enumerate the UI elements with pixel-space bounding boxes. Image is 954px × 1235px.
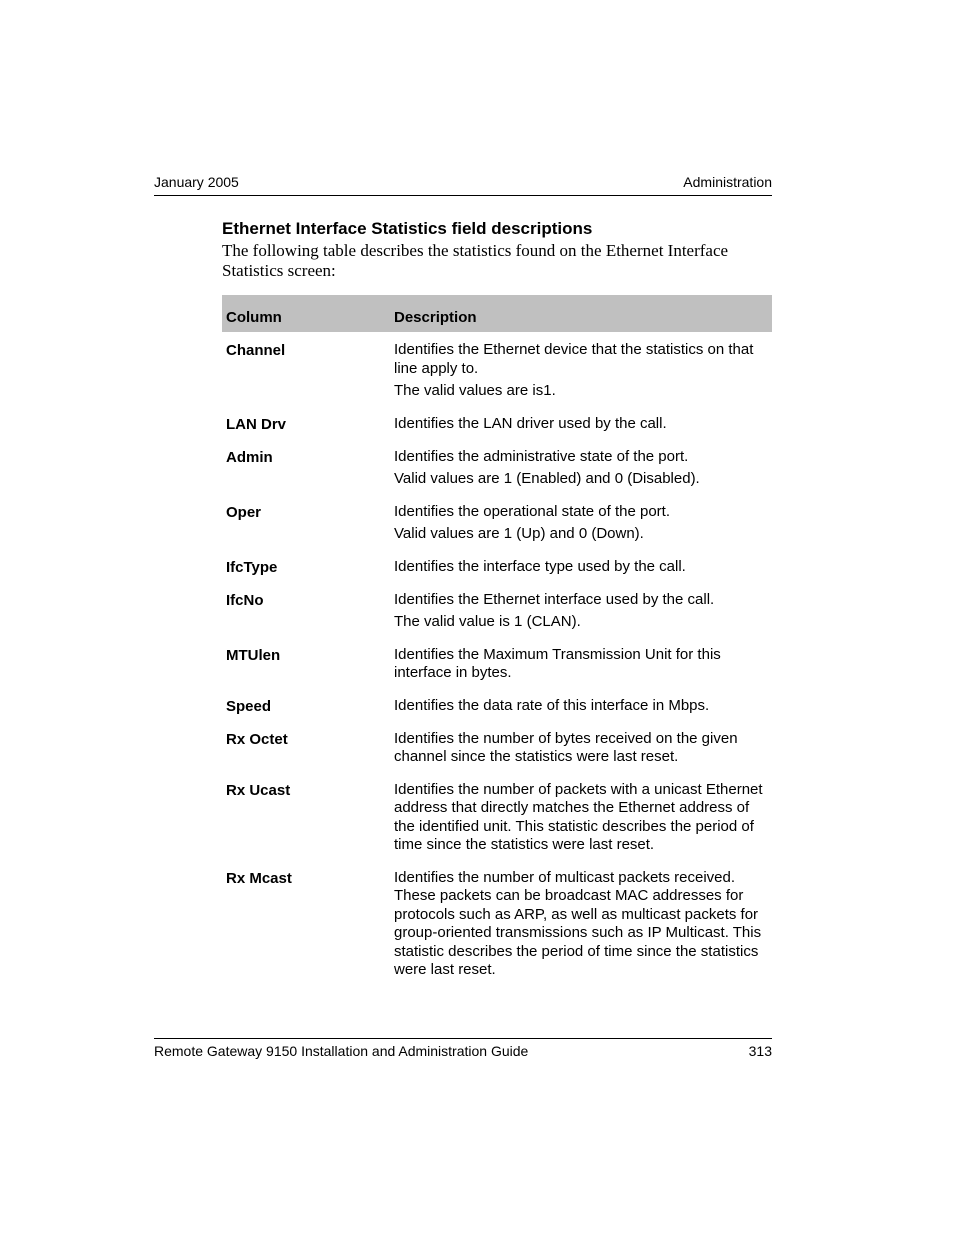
- table-row: [222, 503, 772, 544]
- table-row: [222, 730, 772, 767]
- description-paragraph: The valid value is 1 (CLAN).: [394, 613, 581, 630]
- field-description: [394, 341, 770, 401]
- field-description: [394, 697, 770, 716]
- field-name: Rx Ucast: [226, 781, 291, 799]
- field-name: Oper: [226, 503, 262, 521]
- header-date: January 2005: [154, 174, 239, 190]
- table-row: [222, 591, 772, 632]
- description-paragraph: Identifies the Ethernet interface used by the call.: [394, 590, 715, 608]
- table-row: [222, 448, 772, 489]
- field-description: [394, 503, 770, 544]
- field-name: IfcType: [226, 558, 278, 576]
- description-paragraph: Identifies the Ethernet device that the statistics on that line apply to.: [394, 341, 754, 377]
- table-row: [222, 341, 772, 401]
- page-number: 313: [748, 1043, 772, 1059]
- table-row: [222, 869, 772, 980]
- table-row: [222, 781, 772, 855]
- description-paragraph: Identifies the LAN driver used by the call.: [394, 414, 667, 432]
- field-description: [394, 869, 770, 980]
- field-name: Speed: [226, 697, 272, 715]
- table-row: [222, 697, 772, 716]
- field-description: [394, 646, 770, 683]
- intro-paragraph: The following table describes the statistics found on the Ethernet Interface Statistics screen:: [222, 241, 729, 280]
- description-paragraph: Identifies the data rate of this interface in Mbps.: [394, 696, 710, 714]
- description-paragraph: Identifies the administrative state of the port.: [394, 447, 689, 465]
- field-name: Channel: [226, 342, 286, 359]
- column-header: Column: [226, 309, 282, 326]
- field-name: Admin: [226, 448, 273, 466]
- description-paragraph: Valid values are 1 (Enabled) and 0 (Disabled).: [394, 470, 700, 487]
- description-paragraph: Identifies the Maximum Transmission Unit for this interface in bytes.: [394, 645, 721, 681]
- section-title: Ethernet Interface Statistics field descriptions: [222, 219, 593, 238]
- header-section: Administration: [683, 174, 772, 190]
- statistics-table: [222, 295, 772, 994]
- description-paragraph: The valid values are is1.: [394, 382, 556, 399]
- table-row: [222, 415, 772, 434]
- field-description: [394, 730, 770, 767]
- field-description: [394, 591, 770, 632]
- description-paragraph: Identifies the number of multicast packets received. These packets can be broadcast MAC addresses for protocols such as ARP, as well as multicast packets for group-oriented transmissions such as IP Multicast. This statistic describes the period of time since the statistics were last reset.: [394, 868, 762, 978]
- field-description: [394, 558, 770, 577]
- field-name: Rx Octet: [226, 730, 288, 748]
- field-name: MTUlen: [226, 646, 281, 664]
- table-header: [222, 295, 772, 332]
- footer-title: Remote Gateway 9150 Installation and Administration Guide: [154, 1043, 529, 1059]
- field-name: LAN Drv: [226, 415, 287, 433]
- page-header: [154, 174, 772, 196]
- table-row: [222, 646, 772, 683]
- field-name: Rx Mcast: [226, 869, 292, 887]
- description-paragraph: Identifies the interface type used by the call.: [394, 557, 686, 575]
- description-paragraph: Valid values are 1 (Up) and 0 (Down).: [394, 525, 644, 542]
- field-name: IfcNo: [226, 591, 264, 609]
- description-paragraph: Identifies the number of bytes received on the given channel since the statistics were last reset.: [394, 729, 738, 765]
- field-description: [394, 415, 770, 434]
- description-paragraph: Identifies the operational state of the port.: [394, 502, 671, 520]
- table-row: [222, 558, 772, 577]
- description-paragraph: Identifies the number of packets with a unicast Ethernet address that directly matches the Ethernet address of the identified unit. This statistic describes the period of time since the statistics were last reset.: [394, 780, 763, 853]
- field-description: [394, 781, 770, 855]
- page-footer: [154, 1038, 772, 1061]
- description-header: Description: [394, 309, 477, 326]
- field-description: [394, 448, 770, 489]
- table-body: [222, 332, 772, 980]
